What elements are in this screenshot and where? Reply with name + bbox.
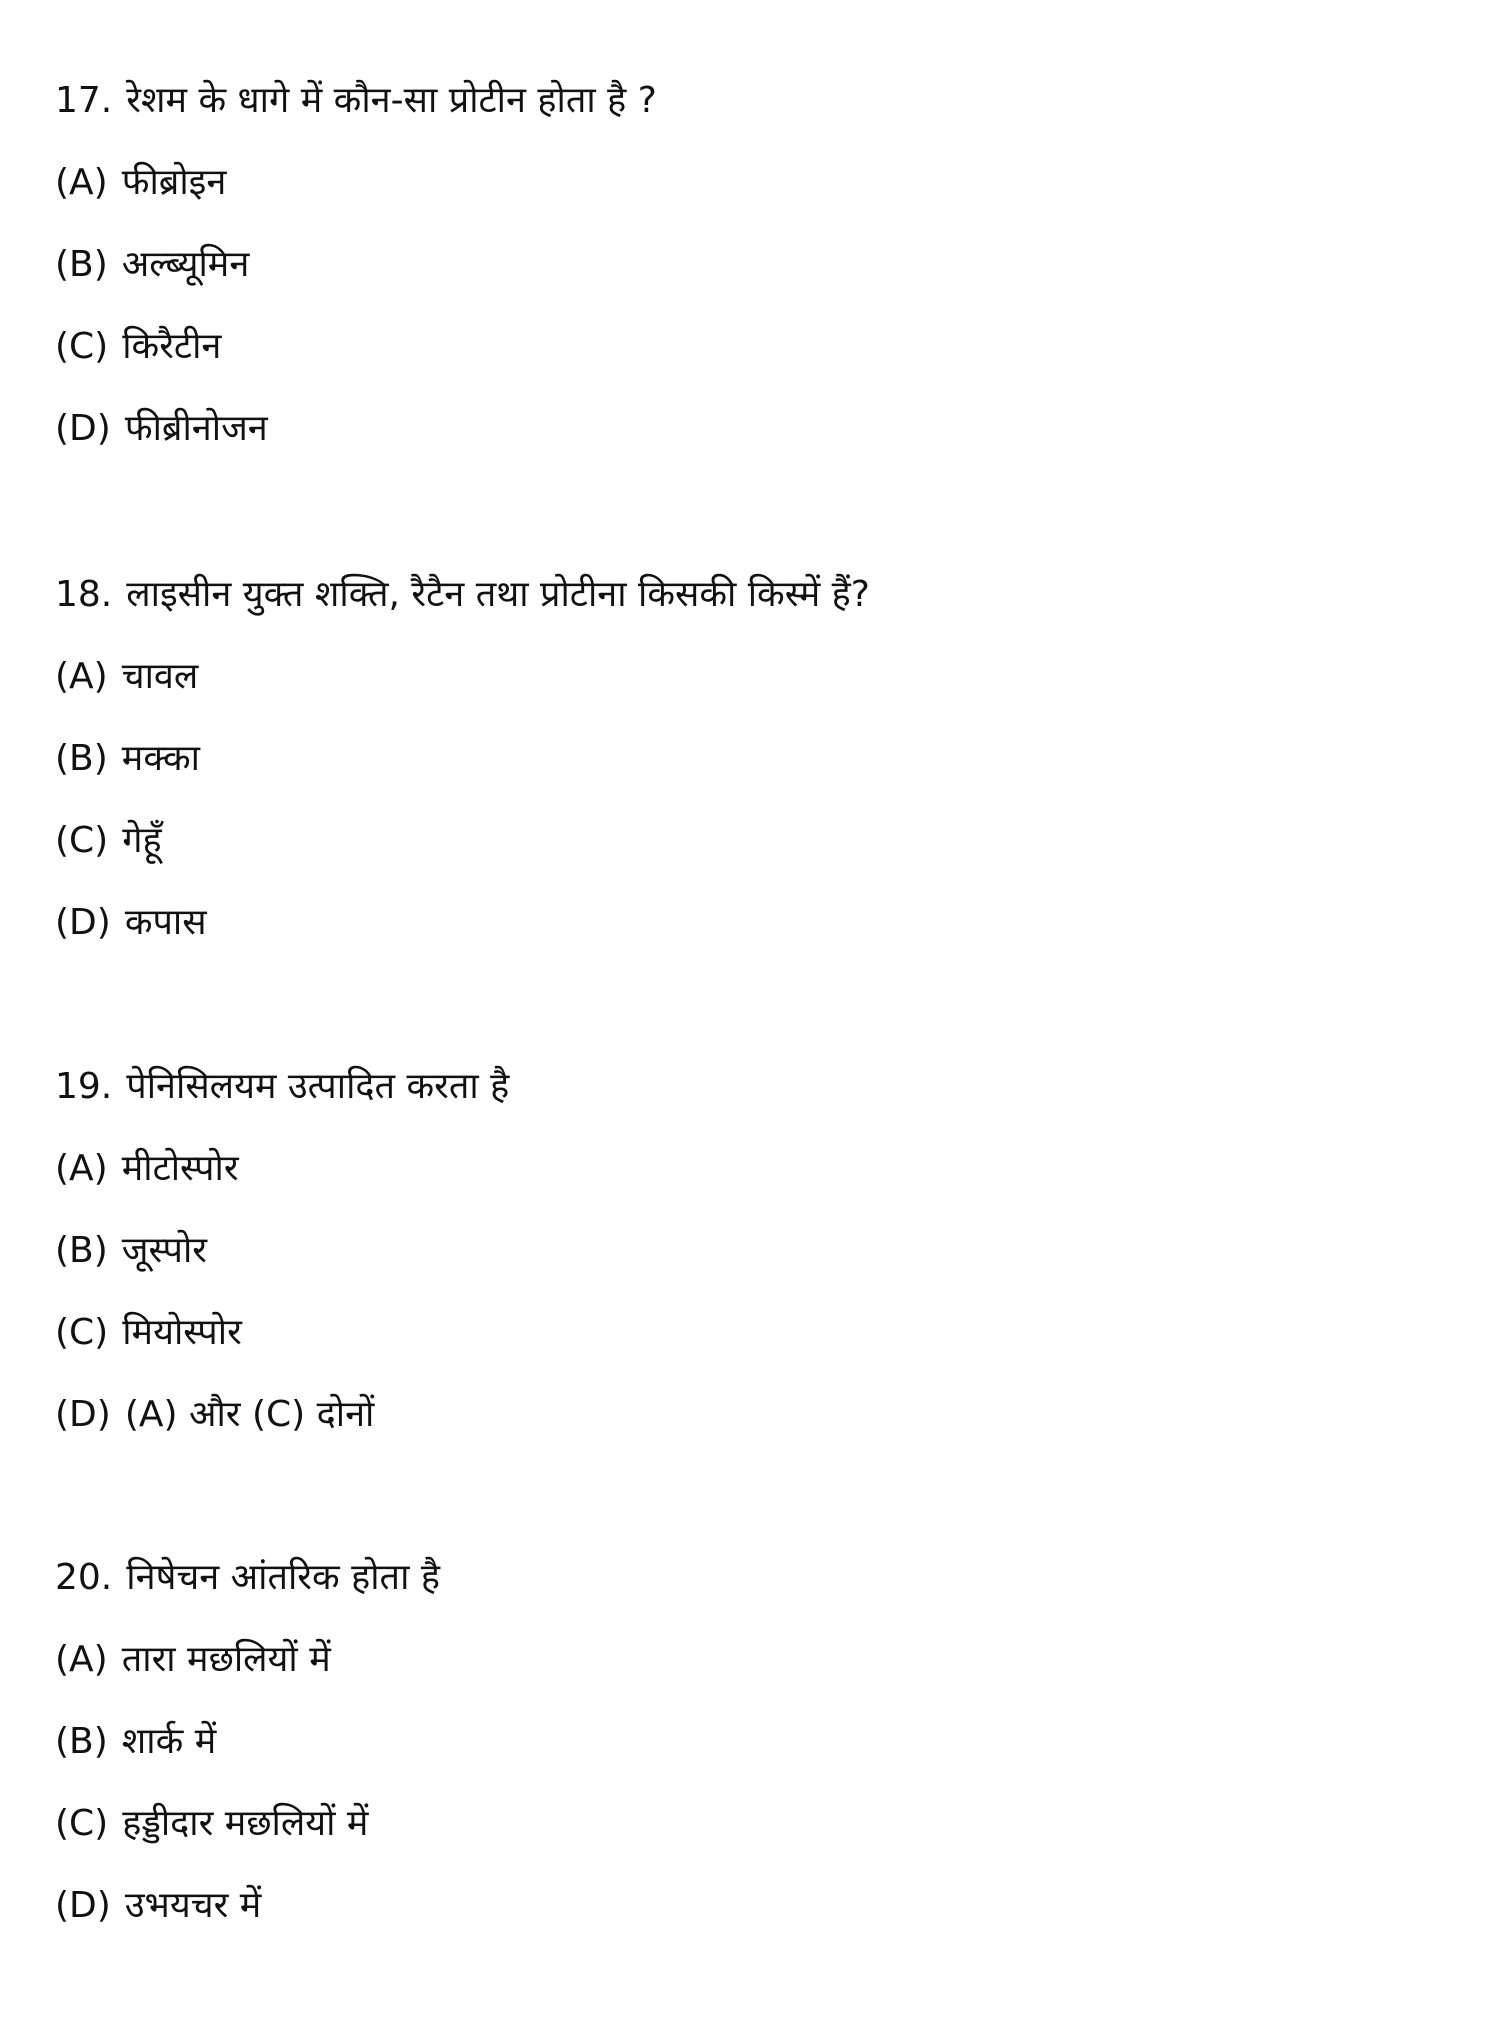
label: (C) xyxy=(55,1803,109,1844)
text: मक्का xyxy=(121,738,200,779)
option-d xyxy=(55,1393,1475,1475)
option-b xyxy=(55,1720,1475,1802)
option-a xyxy=(55,1638,1475,1720)
option-b xyxy=(55,243,1475,325)
option-b xyxy=(55,1229,1475,1311)
label: (A) xyxy=(55,1148,108,1189)
text: कपास xyxy=(124,902,207,943)
text: जूस्पोर xyxy=(121,1230,208,1271)
text: (A) और (C) दोनों xyxy=(124,1394,375,1435)
text: चावल xyxy=(121,656,199,697)
label: (D) xyxy=(55,1885,111,1926)
label: 20. xyxy=(55,1557,113,1598)
question-text xyxy=(55,573,1475,655)
text: अल्ब्यूमिन xyxy=(121,244,250,285)
text: मीटोस्पोर xyxy=(121,1148,239,1189)
label: (A) xyxy=(55,162,108,203)
question-text xyxy=(55,1556,1475,1638)
text: फीब्रीनोजन xyxy=(124,408,268,449)
option-c xyxy=(55,819,1475,901)
option-d xyxy=(55,901,1475,983)
label: (C) xyxy=(55,820,109,861)
label: (D) xyxy=(55,1394,111,1435)
option-b xyxy=(55,737,1475,819)
label: (B) xyxy=(55,738,108,779)
option-d xyxy=(55,407,1475,489)
question-17 xyxy=(55,79,1475,489)
label: (A) xyxy=(55,656,108,697)
text: निषेचन आंतरिक होता है xyxy=(126,1557,440,1598)
label: (D) xyxy=(55,902,111,943)
question-20 xyxy=(55,1556,1475,1966)
option-a xyxy=(55,655,1475,737)
text: गेहूँ xyxy=(122,820,162,861)
label: (A) xyxy=(55,1639,108,1680)
label: (D) xyxy=(55,408,111,449)
question-18 xyxy=(55,573,1475,983)
option-a xyxy=(55,161,1475,243)
option-c xyxy=(55,1802,1475,1884)
text: तारा मछलियों में xyxy=(121,1639,331,1680)
label: 18. xyxy=(55,574,113,615)
label: (B) xyxy=(55,1721,108,1762)
text: पेनिसिलयम उत्पादित करता है xyxy=(126,1066,510,1107)
question-19 xyxy=(55,1065,1475,1475)
text: उभयचर में xyxy=(124,1885,262,1926)
text: लाइसीन युक्त शक्ति, रैटैन तथा प्रोटीना किसकी किस्में हैं? xyxy=(126,574,870,615)
option-a xyxy=(55,1147,1475,1229)
label: (B) xyxy=(55,244,108,285)
text: रेशम के धागे में कौन-सा प्रोटीन होता है ? xyxy=(126,80,657,121)
label: (C) xyxy=(55,1312,109,1353)
question-text xyxy=(55,79,1475,161)
text: शार्क में xyxy=(121,1721,217,1762)
question-text xyxy=(55,1065,1475,1147)
label: (B) xyxy=(55,1230,108,1271)
text: मियोस्पोर xyxy=(122,1312,242,1353)
option-c xyxy=(55,1311,1475,1393)
option-c xyxy=(55,325,1475,407)
option-d xyxy=(55,1884,1475,1966)
text: किरैटीन xyxy=(122,326,222,367)
text: फीब्रोइन xyxy=(121,162,227,203)
label: (C) xyxy=(55,326,109,367)
text: हड्डीदार मछलियों में xyxy=(122,1803,369,1844)
label: 17. xyxy=(55,80,113,121)
label: 19. xyxy=(55,1066,113,1107)
